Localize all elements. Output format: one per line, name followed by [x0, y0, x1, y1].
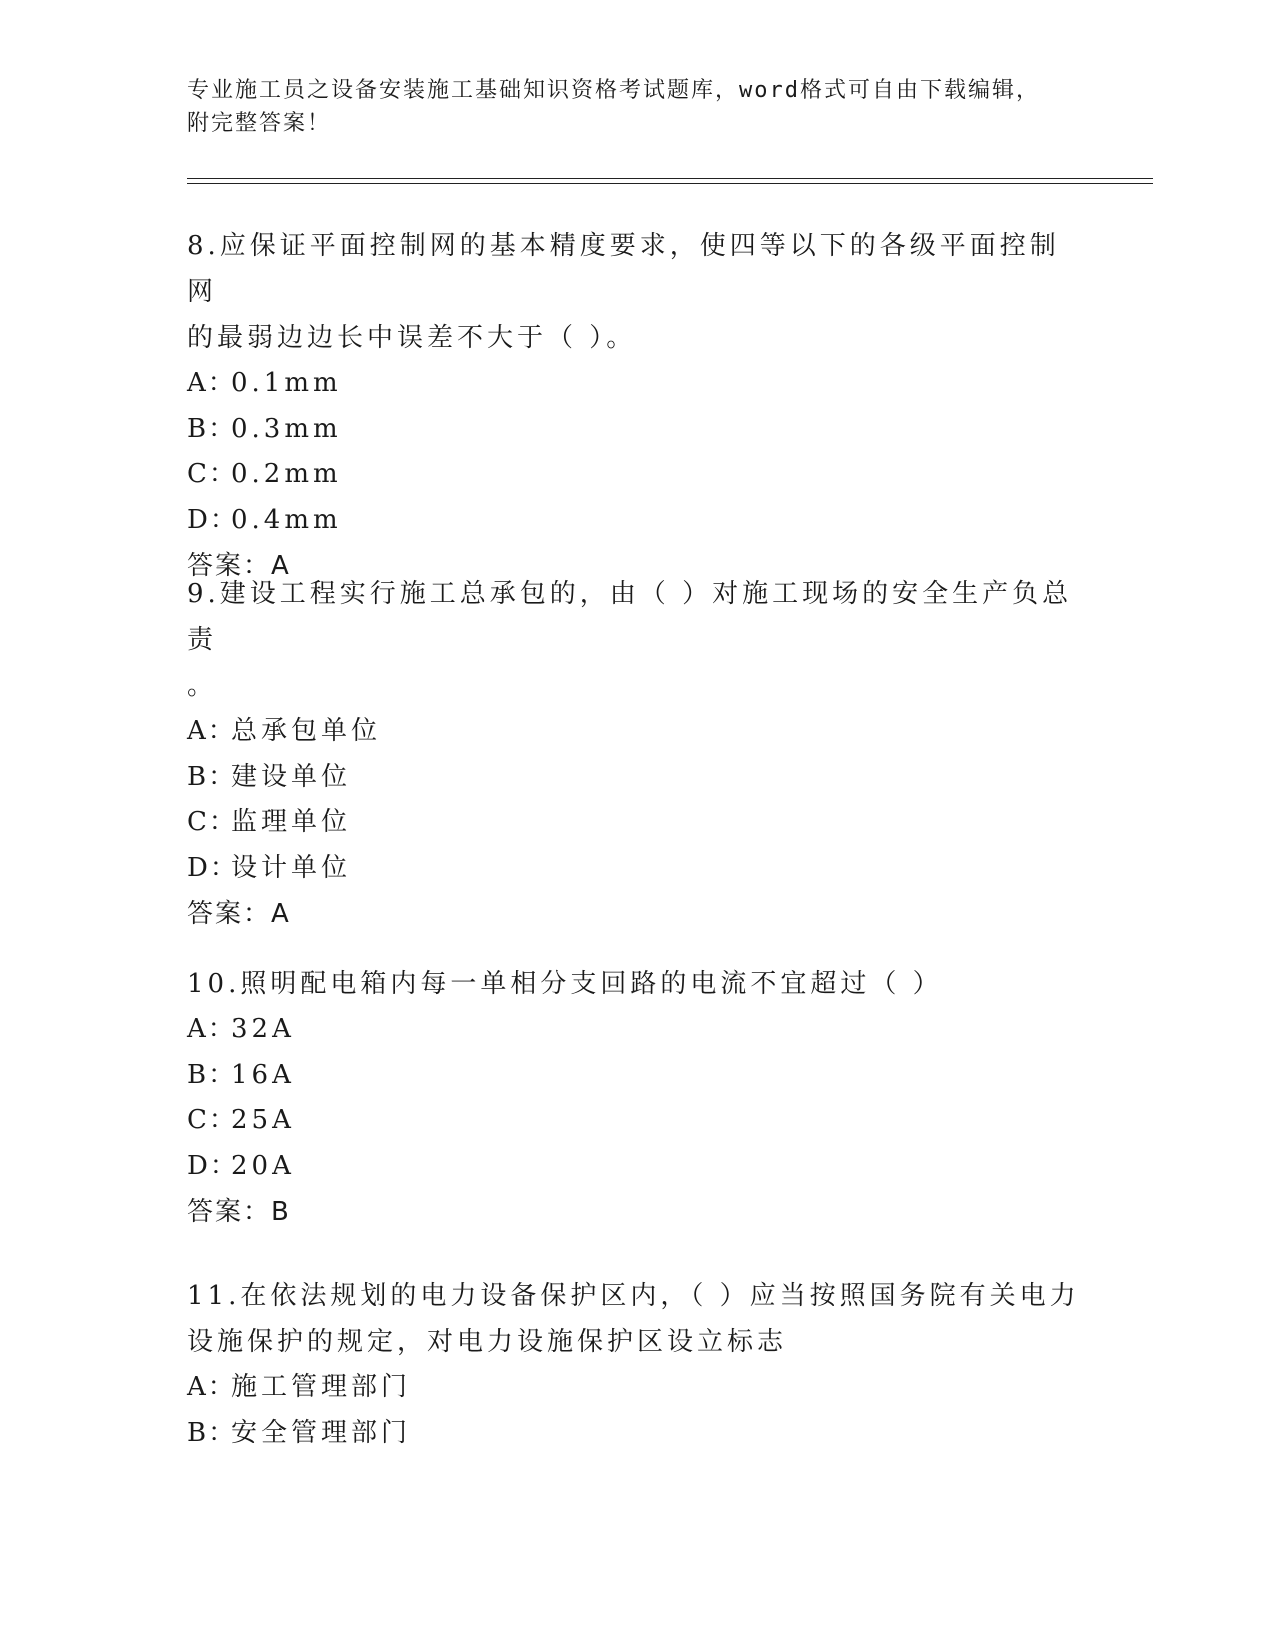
question-text [187, 1273, 1087, 1365]
answer-label: 答案： [187, 551, 272, 581]
option-d [187, 846, 1087, 892]
option-b [187, 1053, 1087, 1099]
question-text-line-2: 。 [187, 671, 218, 701]
option-a [187, 1007, 1087, 1053]
option-letter: D： [187, 504, 238, 535]
option-letter: A： [187, 368, 236, 398]
answer-line [187, 1189, 1087, 1235]
header-line-1: 专业施工员之设备安装施工基础知识资格考试题库，word格式可自由下载编辑， [187, 78, 1040, 103]
question-9 [187, 571, 1087, 937]
option-c [187, 452, 1087, 498]
option-c [187, 1098, 1087, 1144]
question-text-line-1: 8.应保证平面控制网的基本精度要求，使四等以下的各级平面控制网 [187, 231, 1060, 307]
option-b [187, 407, 1087, 453]
option-letter: B： [187, 413, 237, 444]
question-8 [187, 223, 1087, 589]
option-text: 总承包单位 [231, 716, 382, 746]
answer-value: A [271, 899, 291, 929]
option-letter: D： [187, 1150, 238, 1181]
question-text-line-1: 9.建设工程实行施工总承包的，由（ ）对施工现场的安全生产负总责 [187, 579, 1073, 655]
question-text [187, 571, 1087, 709]
option-c [187, 800, 1087, 846]
option-list [187, 709, 1087, 891]
question-text-line-2: 的最弱边边长中误差不大于（ ）。 [187, 323, 637, 353]
option-letter: C： [187, 807, 237, 837]
question-11 [187, 1273, 1087, 1456]
option-letter: B： [187, 1059, 237, 1090]
option-text: 0.3mm [231, 413, 342, 444]
option-text: 设计单位 [231, 852, 352, 883]
option-letter: B： [187, 761, 237, 792]
header-divider-bottom [187, 183, 1153, 184]
option-text: 32A [231, 1014, 295, 1044]
answer-value: B [271, 1197, 291, 1227]
option-letter: C： [187, 1105, 237, 1135]
header-line-2: 附完整答案！ [187, 111, 332, 136]
option-text: 20A [231, 1150, 295, 1181]
option-text: 0.2mm [231, 459, 342, 489]
option-text: 16A [231, 1059, 295, 1090]
option-letter: B： [187, 1417, 237, 1448]
option-text: 施工管理部门 [231, 1372, 412, 1402]
question-10 [187, 961, 1087, 1235]
question-text-line-2: 设施保护的规定，对电力设施保护区设立标志 [187, 1327, 788, 1357]
header-divider-top [187, 178, 1153, 179]
option-d [187, 1144, 1087, 1190]
answer-label: 答案： [187, 899, 272, 929]
option-text: 监理单位 [231, 807, 352, 837]
answer-label: 答案： [187, 1197, 272, 1227]
option-letter: A： [187, 716, 236, 746]
option-b [187, 755, 1087, 801]
option-list [187, 1007, 1087, 1189]
option-a [187, 361, 1087, 407]
option-letter: C： [187, 459, 237, 489]
option-text: 建设单位 [231, 761, 352, 792]
option-text: 安全管理部门 [231, 1417, 412, 1448]
option-b [187, 1411, 1087, 1457]
answer-value: A [271, 551, 291, 581]
option-letter: A： [187, 1372, 236, 1402]
option-letter: D： [187, 852, 238, 883]
option-text: 25A [231, 1105, 295, 1135]
document-header [187, 74, 1087, 140]
question-text [187, 223, 1087, 361]
option-d [187, 498, 1087, 544]
option-list [187, 1365, 1087, 1456]
question-text-line-1: 11.在依法规划的电力设备保护区内，（ ）应当按照国务院有关电力 [187, 1281, 1080, 1311]
option-a [187, 709, 1087, 755]
question-text-line-1: 10.照明配电箱内每一单相分支回路的电流不宜超过（ ） [187, 969, 943, 999]
answer-line [187, 891, 1087, 937]
option-text: 0.4mm [231, 504, 342, 535]
option-letter: A： [187, 1014, 236, 1044]
option-a [187, 1365, 1087, 1411]
question-text [187, 961, 1087, 1007]
option-text: 0.1mm [231, 368, 342, 398]
option-list [187, 361, 1087, 543]
